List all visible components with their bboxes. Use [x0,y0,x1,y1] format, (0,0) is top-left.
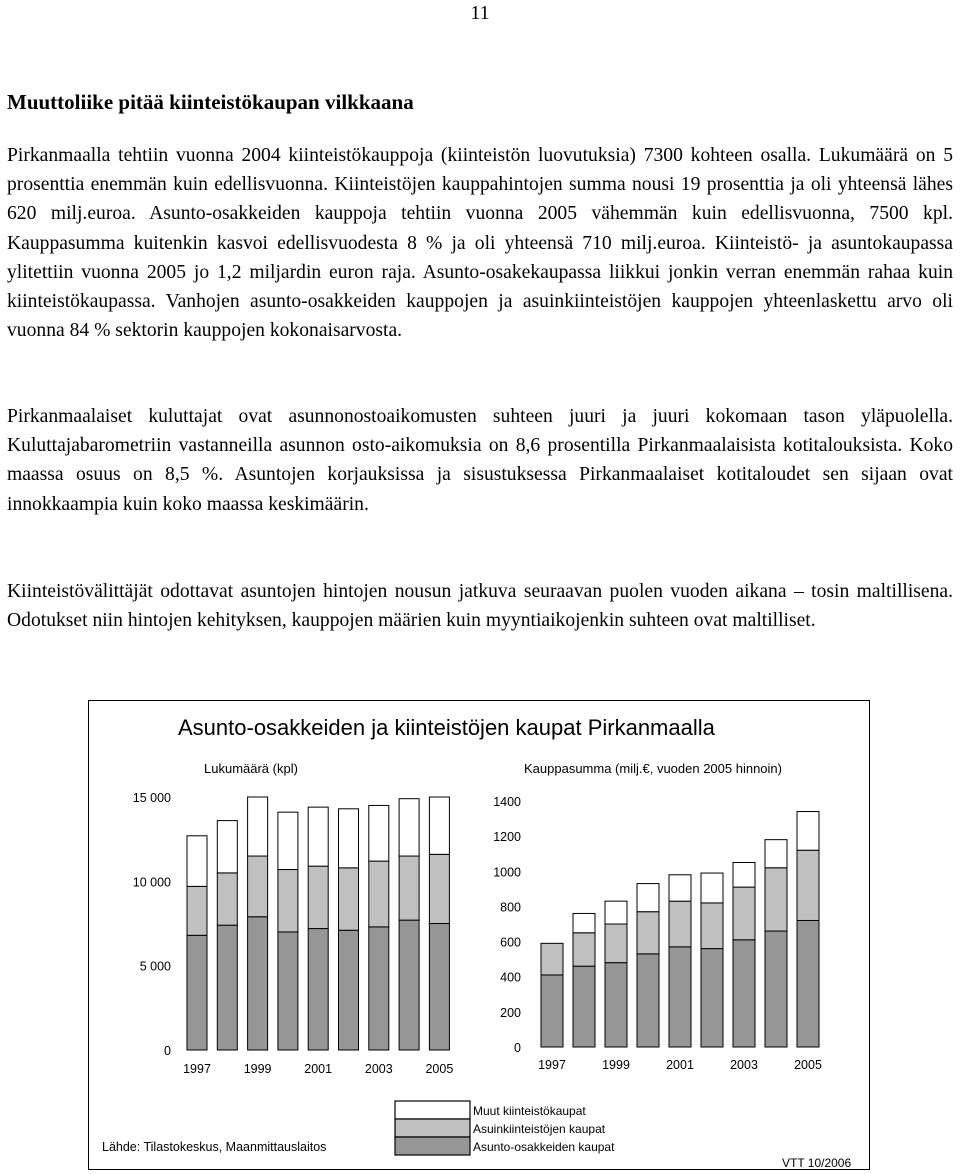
x-tick-label: 1997 [538,1058,566,1072]
bar-segment [248,917,268,1050]
bar-segment [369,861,389,927]
section-title: Muuttoliike pitää kiinteistökaupan vilkkaana [7,90,414,114]
y-tick-label: 600 [500,935,521,950]
bar-segment [765,840,787,868]
bar-segment [278,932,298,1050]
y-tick-label: 10 000 [132,875,171,890]
bar-segment [217,873,237,925]
bar-segment [573,913,595,932]
bar-segment [797,920,819,1047]
bar-segment [399,799,419,856]
bar-segment [308,929,328,1050]
x-tick-label: 2005 [425,1062,454,1076]
credit-note: VTT 10/2006 [782,1156,852,1170]
chart-count [133,761,454,1076]
legend-label: Asunto-osakkeiden kaupat [473,1140,615,1154]
y-tick-label: 5 000 [139,959,171,974]
bar-segment [369,927,389,1050]
x-tick-label: 2005 [794,1058,822,1072]
bar-segment [308,807,328,866]
source-note: Lähde: Tilastokeskus, Maanmittauslaitos [102,1140,327,1154]
y-tick-label: 1200 [493,830,521,845]
bar-segment [637,912,659,954]
bar-segment [339,930,359,1050]
bar-segment [399,856,419,920]
x-tick-label: 2003 [364,1062,393,1076]
bar-segment [605,901,627,924]
chart-title: Lukumäärä (kpl) [204,761,298,776]
bar-segment [187,886,207,935]
bar-segment [733,863,755,888]
x-tick-label: 1999 [602,1058,630,1072]
bar-segment [429,797,449,854]
legend-swatch [395,1119,470,1137]
bar-segment [637,954,659,1047]
y-tick-label: 0 [164,1044,171,1058]
bar-segment [637,884,659,912]
bar-segment [278,812,298,869]
bar-segment [399,920,419,1050]
figure-chart-panel [88,700,870,1170]
page-number: 11 [470,2,490,24]
bar-segment [765,931,787,1047]
chart-title: Kauppasumma (milj.€, vuoden 2005 hinnoin) [524,761,782,776]
bar-segment [541,975,563,1047]
bar-segment [217,925,237,1050]
bar-segment [733,887,755,940]
y-tick-label: 200 [500,1005,521,1020]
bar-segment [605,924,627,963]
bar-segment [797,812,819,851]
y-tick-label: 1000 [493,865,521,880]
y-tick-label: 400 [500,970,521,985]
legend-swatch [395,1101,470,1119]
bar-segment [278,870,298,932]
y-tick-label: 800 [500,900,521,915]
x-tick-label: 1997 [183,1062,211,1076]
y-tick-label: 1400 [493,795,521,809]
x-tick-label: 2001 [304,1062,333,1076]
figure-title: Asunto-osakkeiden ja kiinteistöjen kaupat Pirkanmaalla [178,715,715,740]
bar-segment [669,875,691,901]
bar-segment [573,933,595,966]
bar-segment [339,868,359,930]
y-tick-label: 15 000 [132,791,171,805]
bar-segment [248,856,268,917]
bar-segment [217,821,237,873]
bar-segment [701,903,723,949]
bar-segment [369,805,389,861]
legend [395,1101,615,1155]
paragraph-3: Kiinteistövälittäjät odottavat asuntojen hintojen nousun jatkuva seuraavan puolen vuoden aikana – tosin maltillisena. Odotukset niin hintojen kehityksen, kauppojen määrien kuin myyntiaikojenkin suhteen ovat maltilliset. [7,581,953,632]
bar-segment [187,836,207,887]
bar-segment [429,854,449,923]
bar-segment [765,868,787,931]
bar-segment [605,963,627,1047]
bar-segment [308,866,328,928]
x-tick-label: 1999 [243,1062,272,1076]
bar-segment [187,935,207,1050]
bar-segment [733,940,755,1047]
bar-segment [669,901,691,947]
bar-segment [669,947,691,1047]
legend-swatch [395,1137,470,1155]
bar-segment [573,966,595,1047]
bar-segment [429,924,449,1051]
paragraph-1: Pirkanmaalla tehtiin vuonna 2004 kiinteistökauppoja (kiinteistön luovutuksia) 7300 kohteen osalla. Lukumäärä on 5 prosenttia enemmän kuin edellisvuonna. Kiinteistöjen kauppahintojen summa nousi 19 prosenttia ja oli yhteensä lähes 620 milj.euroa. Asunto-osakkeiden kauppoja tehtiin vuonna 2005 vähemmän kuin edellisvuonna, 7500 kpl. Kauppasumma kuitenkin kasvoi edellisvuodesta 8 % ja oli yhteensä 710 milj.euroa. Kiinteistö- ja asuntokaupassa ylitettiin vuonna 2005 jo 1,2 miljardin euron raja. Asunto-osakekaupassa liikkui jonkin verran enemmän rahaa kuin kiinteistökaupassa. Vanhojen asunto-osakkeiden kauppojen ja asuinkiinteistöjen kauppojen yhteenlaskettu arvo oli vuonna 84 % sektorin kauppojen kokonaisarvosta. [7,145,953,342]
y-tick-label: 0 [514,1041,521,1055]
bar-segment [248,797,268,856]
x-tick-label: 2001 [666,1058,694,1072]
bar-segment [701,873,723,903]
legend-label: Asuinkiinteistöjen kaupat [473,1122,606,1136]
bar-segment [541,943,563,975]
bar-segment [339,809,359,868]
chart-svg [89,701,871,1171]
bar-segment [701,949,723,1047]
bar-segment [797,850,819,920]
x-tick-label: 2003 [730,1058,758,1072]
legend-label: Muut kiinteistökaupat [473,1104,586,1118]
paragraph-2: Pirkanmaalaiset kuluttajat ovat asunnonostoaikomusten suhteen juuri ja juuri kokomaan tason yläpuolella. Kuluttajabarometriin vastanneilla asunnon osto-aikomuksia on 8,6 prosentilla Pirkanmaalaisista kotitalouksista. Koko maassa osuus on 8,5 %. Asuntojen korjauksissa ja sisustuksessa Pirkanmaalaiset kotitaloudet sen sijaan ovat innokkaampia kuin koko maassa keskimäärin. [7,406,953,515]
chart-value [493,761,822,1072]
